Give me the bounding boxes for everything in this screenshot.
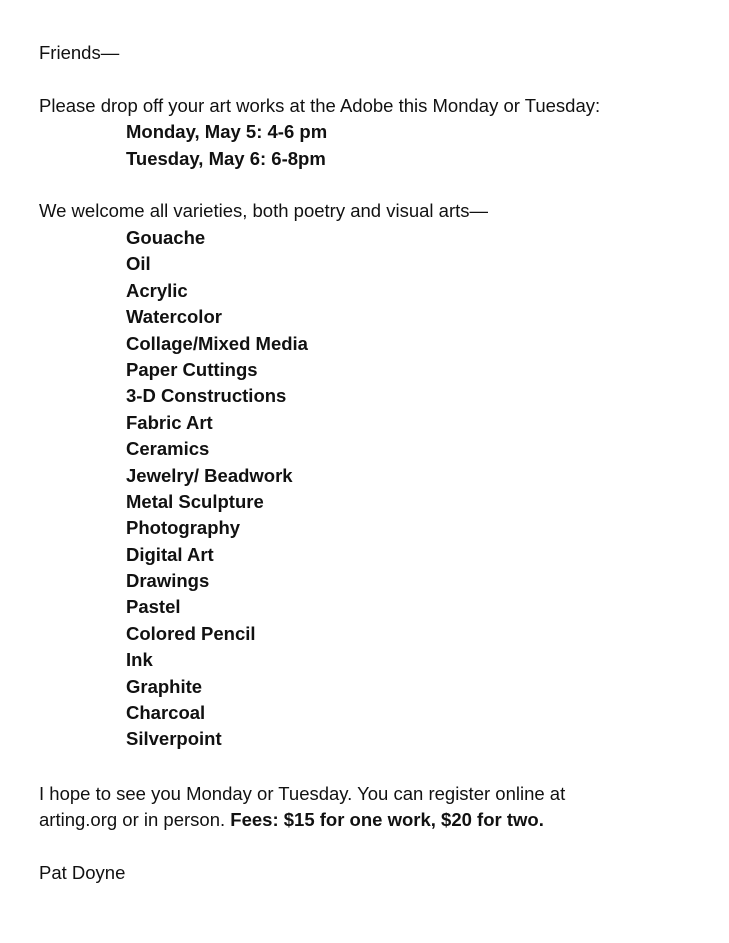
list-item: Drawings — [126, 570, 210, 592]
varieties-intro: We welcome all varieties, both poetry and visual arts— — [39, 200, 488, 221]
list-item: Oil — [126, 253, 151, 275]
list-item: Ink — [126, 649, 153, 671]
fees-text: Fees: $15 for one work, $20 for two. — [230, 809, 544, 830]
list-item: Silverpoint — [126, 728, 222, 750]
dropoff-monday: Monday, May 5: 4-6 pm — [126, 121, 328, 142]
list-item: Graphite — [126, 675, 203, 697]
list-item: Ceramics — [126, 438, 210, 460]
list-item: Pastel — [126, 596, 181, 618]
list-item: Colored Pencil — [126, 622, 256, 644]
closing-line-2 — [39, 807, 544, 833]
closing-line-1: I hope to see you Monday or Tuesday. You can register online at — [39, 783, 566, 804]
list-item: Acrylic — [126, 279, 188, 301]
list-item: Paper Cuttings — [126, 358, 258, 380]
dropoff-intro: Please drop off your art works at the Adobe this Monday or Tuesday: — [39, 95, 601, 116]
list-item: Jewelry/ Beadwork — [126, 464, 293, 486]
list-item: 3-D Constructions — [126, 385, 287, 407]
list-item: Fabric Art — [126, 411, 213, 433]
list-item: Metal Sculpture — [126, 490, 264, 512]
closing-line-2-text: arting.org or in person. — [39, 809, 231, 830]
list-item: Digital Art — [126, 543, 214, 565]
dropoff-tuesday: Tuesday, May 6: 6-8pm — [126, 148, 326, 169]
list-item: Photography — [126, 517, 241, 539]
greeting: Friends— — [39, 42, 120, 63]
varieties-list — [126, 225, 308, 753]
list-item: Charcoal — [126, 702, 206, 724]
list-item: Collage/Mixed Media — [126, 332, 308, 354]
list-item: Watercolor — [126, 306, 222, 328]
list-item: Gouache — [126, 227, 206, 248]
signature: Pat Doyne — [39, 862, 126, 883]
